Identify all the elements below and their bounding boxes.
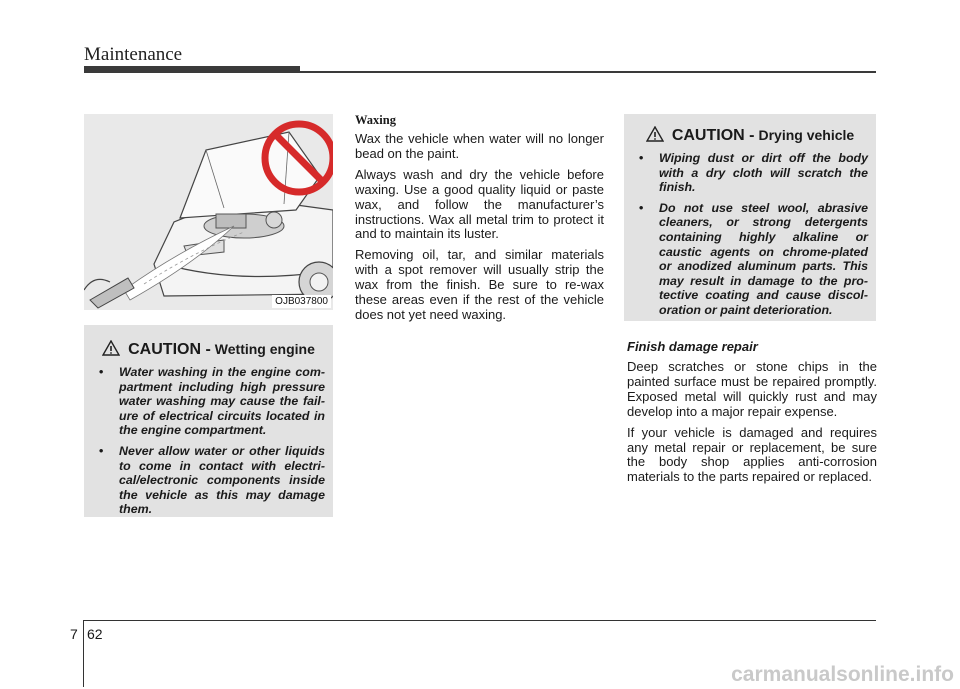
figure-code: OJB037800 <box>272 295 331 308</box>
caution-item: • Never allow water or other liquids to come in contact with electri- cal/electronic components inside the vehicle as this may damage them. <box>98 444 325 517</box>
caution-list <box>98 365 325 517</box>
finish-repair-paragraph: If your vehicle is damaged and requires any metal repair or replacement, be sure the body shop applies anti-corrosion materials to the parts repaired or replaced. <box>627 424 877 485</box>
caution-wetting-engine <box>84 325 333 517</box>
waxing-paragraph: Always wash and dry the vehicle before waxing. Use a good quality liquid or paste wax, and follow the manufacturer’s instructions. Wax all metal trim to protect it and to maintain its luster. <box>355 166 604 242</box>
caution-item: • Water washing in the engine com- partment including high pressure water washing may cause the fail- ure of electrical circuits located in the engine compartment. <box>98 365 325 438</box>
site-watermark: carmanualsonline.info <box>731 663 954 686</box>
caution-drying-vehicle <box>624 114 876 321</box>
warning-triangle-icon <box>646 126 664 142</box>
footer-rule <box>83 620 876 621</box>
engine-wash-illustration <box>84 114 333 310</box>
waxing-heading: Waxing <box>355 113 396 127</box>
finish-repair-paragraph: Deep scratches or stone chips in the painted surface must be repaired promptly. Exposed metal will quickly rust and may develop into a major repair expense. <box>627 359 877 419</box>
waxing-paragraph: Removing oil, tar, and similar materials with a spot remover will usually strip the wax from the finish. Be sure to re-wax these areas even if the rest of the vehicle does not yet need waxing. <box>355 247 604 322</box>
page-header-title: Maintenance <box>84 44 183 65</box>
header-bar <box>84 66 300 73</box>
caution-item: • Wiping dust or dirt off the body with a dry cloth will scratch the finish. <box>638 151 868 195</box>
footer-divider <box>83 620 84 687</box>
engine-wash-drawing <box>84 114 333 310</box>
page-number: 62 <box>87 626 103 642</box>
header-rule <box>300 71 876 73</box>
chapter-number: 7 <box>70 626 78 642</box>
caution-header <box>624 124 876 145</box>
finish-repair-section <box>627 339 877 491</box>
waxing-paragraph: Wax the vehicle when water will no longer bead on the paint. <box>355 131 604 161</box>
caution-label: CAUTION - <box>671 127 755 144</box>
caution-list <box>638 151 868 318</box>
caution-subtitle: Drying vehicle <box>758 127 855 143</box>
waxing-section <box>355 113 604 329</box>
warning-triangle-icon <box>102 340 120 356</box>
caution-item: • Do not use steel wool, abrasive cleaners, or strong detergents containing highly alkaline or caustic agents on chrome-plated or anodized aluminum parts. This may result in damage to the pro- tective coating and cause discol- oration or paint deterioration. <box>638 201 868 318</box>
finish-repair-heading: Finish damage repair <box>627 339 758 354</box>
caution-header <box>84 338 333 359</box>
caution-label: CAUTION - <box>128 341 211 358</box>
caution-subtitle: Wetting engine <box>214 341 315 357</box>
